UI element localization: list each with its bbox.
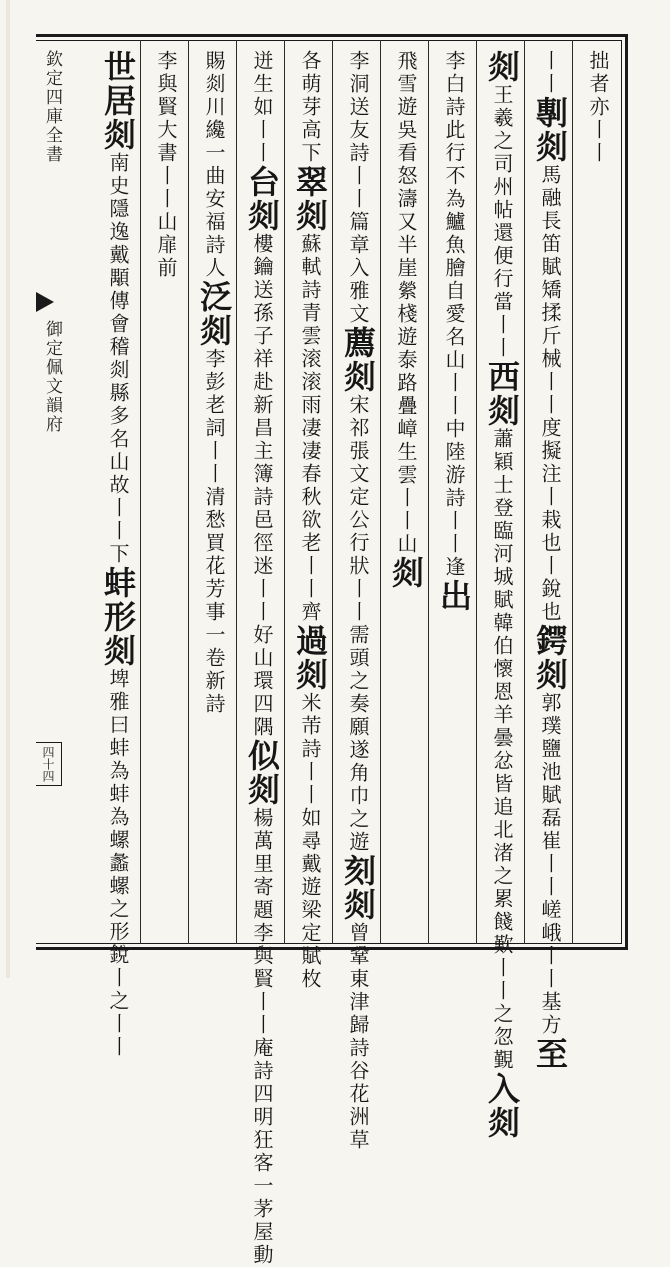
headword: 刻剡 (339, 854, 377, 922)
entry-text: 樓鑰送孫子祥赴新昌主簿詩邑徑迷丨丨好山環四隅 (250, 233, 274, 739)
entry-text: 埤雅曰蚌為蚌為螺蠡螺之形銳丨之丨丨 (106, 668, 130, 1059)
headword: 入剡 (483, 1072, 521, 1140)
margin-book-name: 御定佩文韻府 (42, 320, 62, 434)
entry-text: 王羲之司州帖還便行當丨丨 (490, 84, 514, 360)
headword: 薦剡 (339, 326, 377, 394)
page-edge (6, 0, 10, 978)
entry-text: 米芾詩丨丨如尋戴遊梁定賦枚 (298, 692, 322, 991)
entry-text: 南史隱逸戴顒傳會稽剡縣多名山故丨丨下 (106, 152, 130, 566)
headword: 剡 (387, 556, 425, 590)
column-rule (188, 40, 189, 944)
text-column (336, 50, 378, 1152)
entry-text: 各萌芽高下 (298, 50, 322, 165)
entry-text: 曾鞏東津歸詩谷花洲草 (346, 922, 370, 1152)
entry-text: 郭璞鹽池賦磊崔丨丨嵯峨丨丨基方 (538, 692, 562, 1037)
entry-text: 蘇軾詩青雲滚滚雨凄凄春秋欲老丨丨齊 (298, 233, 322, 624)
text-column (432, 50, 474, 930)
column-rule (284, 40, 285, 944)
headword: 鍔剡 (531, 624, 569, 692)
column-rule (140, 40, 141, 944)
text-column (288, 50, 330, 991)
column-rule (524, 40, 525, 944)
fish-tail-mark (36, 292, 54, 312)
column-rule (476, 40, 477, 944)
headword: 台剡 (243, 165, 281, 233)
entry-text: 拙者亦 (586, 50, 610, 119)
entry-text: 蕭穎士登臨河城賦韓伯懷恩羊曇忿皆追北渚之累餞歎丨丨之忽覲 (490, 428, 514, 1072)
headword: 泛剡 (195, 280, 233, 348)
headword: 似剡 (243, 739, 281, 807)
text-column (144, 50, 186, 930)
headword: 出 (435, 579, 473, 613)
entry-text: 李白詩此行不為鱸魚膾自愛名山丨丨中陸游詩丨丨逢 (442, 50, 466, 579)
headword: 剡 (483, 50, 521, 84)
entry-text: 李彭老詞丨丨清愁買花芳事一卷新詩 (202, 348, 226, 716)
column-rule (332, 40, 333, 944)
text-column (480, 50, 522, 1140)
entry-text: 丨丨 (538, 50, 562, 96)
entry-text: 賜剡川纔一曲安福詩人 (202, 50, 226, 280)
column-rule (236, 40, 237, 944)
entry-text: 楊萬里寄題李與賢丨丨庵詩四明狂客一茅屋動 (250, 807, 274, 1267)
page-number: 四十四 (41, 746, 55, 782)
entry-text: 馬融長笛賦矯揉斤械丨丨度擬注丨栽也丨銳也 (538, 164, 562, 624)
text-column (384, 50, 426, 930)
text-column (96, 50, 138, 1059)
headword: 蚌形剡 (99, 566, 137, 668)
headword: 世居剡 (99, 50, 137, 152)
margin-book-title: 欽定四庫全書 (42, 50, 62, 164)
text-column (528, 50, 570, 1071)
headword: 西剡 (483, 360, 521, 428)
column-rule (572, 40, 573, 944)
entry-text: 飛雪遊吳看怒濤又半崖縈棧遊泰路疊嶂生雲丨丨山 (394, 50, 418, 556)
entry-text: 李洞送友詩丨丨篇章入雅文 (346, 50, 370, 326)
text-column (240, 50, 282, 1267)
headword: 剸剡 (531, 96, 569, 164)
column-rule (380, 40, 381, 944)
column-rule (428, 40, 429, 944)
headword: 至 (531, 1037, 569, 1071)
text-column (576, 50, 618, 930)
headword: 過剡 (291, 624, 329, 692)
text-column (192, 50, 234, 930)
entry-text: 丨丨 (586, 119, 610, 165)
headword: 翠剡 (291, 165, 329, 233)
entry-text: 李與賢大書丨丨山扉前 (154, 50, 178, 280)
entry-text: 宋祁張文定公行狀丨丨需頭之奏願遂角巾之遊 (346, 394, 370, 854)
entry-text: 迸生如丨丨 (250, 50, 274, 165)
